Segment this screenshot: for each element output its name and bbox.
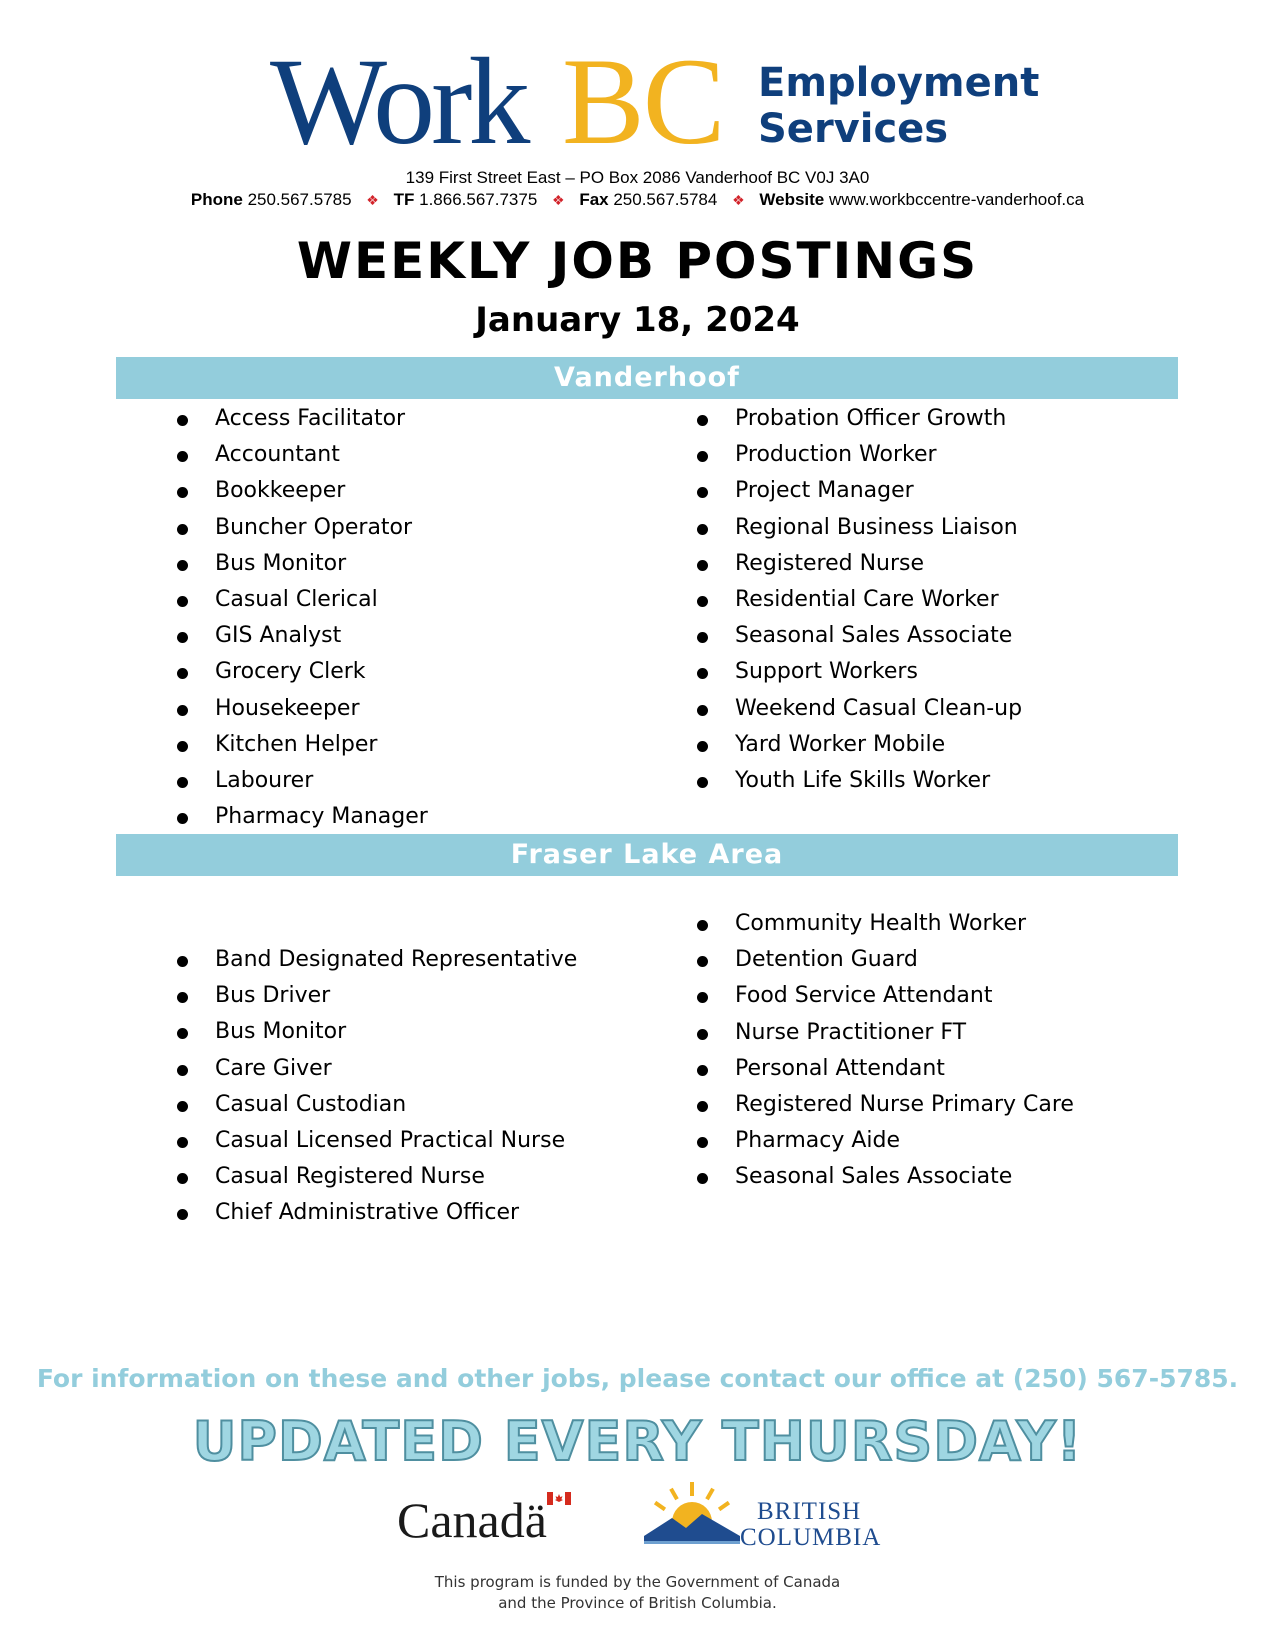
job-list-item: Support Workers — [697, 654, 1022, 690]
vanderhoof-list-left — [177, 401, 428, 835]
contact-line — [0, 190, 1275, 210]
workbc-logo — [270, 33, 1040, 170]
website-label: Website — [759, 190, 825, 209]
job-list-item: Community Health Worker — [697, 906, 1074, 942]
logo-bc-text: BC — [562, 33, 724, 170]
separator-icon: ❖ — [552, 192, 565, 208]
website-url[interactable]: www.workbccentre-vanderhoof.ca — [828, 190, 1085, 209]
job-list-item: Accountant — [177, 437, 428, 473]
job-list-item: Band Designated Representative — [177, 942, 577, 978]
logo-employment-text: Employment — [758, 60, 1040, 106]
job-list-item: Casual Registered Nurse — [177, 1159, 577, 1195]
british-columbia-logo — [642, 1478, 882, 1558]
logo-work-text: Work — [270, 33, 527, 170]
job-list-item: Casual Licensed Practical Nurse — [177, 1123, 577, 1159]
section-heading-vanderhoof: Vanderhoof — [116, 357, 1178, 399]
job-list-item: Registered Nurse — [697, 546, 1022, 582]
job-list-item: Youth Life Skills Worker — [697, 763, 1022, 799]
job-list-item: Buncher Operator — [177, 510, 428, 546]
job-list-item: Food Service Attendant — [697, 978, 1074, 1014]
contact-info-line: For information on these and other jobs, please contact our office at (250) 567-5785. — [36, 1364, 1239, 1393]
job-list-item: Pharmacy Aide — [697, 1123, 1074, 1159]
job-list-item: Project Manager — [697, 473, 1022, 509]
job-list-item: Yard Worker Mobile — [697, 727, 1022, 763]
section-heading-fraser-lake: Fraser Lake Area — [116, 834, 1178, 876]
job-list-item: Probation Officer Growth — [697, 401, 1022, 437]
logo-services-text: Services — [758, 106, 949, 152]
posting-date: January 18, 2024 — [475, 300, 800, 340]
job-list-item: Casual Custodian — [177, 1087, 577, 1123]
fraser-lake-list-left — [177, 942, 577, 1232]
job-list-item: Seasonal Sales Associate — [697, 1159, 1074, 1195]
job-list-item: Personal Attendant — [697, 1051, 1074, 1087]
page-title: WEEKLY JOB POSTINGS — [296, 232, 979, 290]
job-list-item: Casual Clerical — [177, 582, 428, 618]
separator-icon: ❖ — [366, 192, 379, 208]
job-list-item: Production Worker — [697, 437, 1022, 473]
job-list-item: Nurse Practitioner FT — [697, 1015, 1074, 1051]
job-list-item: Bus Driver — [177, 978, 577, 1014]
phone-label: Phone — [190, 190, 243, 209]
fraser-lake-list-right — [697, 906, 1074, 1196]
fax-label: Fax — [579, 190, 609, 209]
canada-flag-icon — [547, 1492, 571, 1505]
job-list-item: Weekend Casual Clean-up — [697, 691, 1022, 727]
separator-icon: ❖ — [732, 192, 745, 208]
funding-statement — [0, 1572, 1275, 1614]
job-list-item: Access Facilitator — [177, 401, 428, 437]
job-list-item: GIS Analyst — [177, 618, 428, 654]
job-list-item: Chief Administrative Officer — [177, 1195, 577, 1231]
job-list-item: Bookkeeper — [177, 473, 428, 509]
job-list-item: Labourer — [177, 763, 428, 799]
tf-number: 1.866.567.7375 — [419, 190, 538, 209]
tf-label: TF — [393, 190, 415, 209]
bc-logo-line1: BRITISH — [757, 1498, 862, 1525]
bc-logo-line2: COLUMBIA — [740, 1524, 882, 1551]
job-list-item: Bus Monitor — [177, 546, 428, 582]
job-list-item: Bus Monitor — [177, 1014, 577, 1050]
fax-number: 250.567.5784 — [613, 190, 718, 209]
job-list-item: Grocery Clerk — [177, 654, 428, 690]
job-list-item: Regional Business Liaison — [697, 510, 1022, 546]
bc-sun-mountain-icon — [642, 1478, 742, 1548]
job-list-item: Pharmacy Manager — [177, 799, 428, 835]
job-list-item: Residential Care Worker — [697, 582, 1022, 618]
funding-line-1: This program is funded by the Government of Canada — [434, 1573, 841, 1591]
job-list-item: Kitchen Helper — [177, 727, 428, 763]
vanderhoof-list-right — [697, 401, 1022, 799]
phone-number: 250.567.5785 — [247, 190, 352, 209]
updated-banner: UPDATED EVERY THURSDAY! — [192, 1410, 1083, 1473]
job-list-item: Care Giver — [177, 1051, 577, 1087]
canada-wordmark-text: Canadä — [397, 1492, 547, 1548]
canada-wordmark — [397, 1490, 577, 1550]
job-list-item: Housekeeper — [177, 691, 428, 727]
job-list-item: Detention Guard — [697, 942, 1074, 978]
job-list-item: Registered Nurse Primary Care — [697, 1087, 1074, 1123]
funding-line-2: and the Province of British Columbia. — [498, 1594, 777, 1612]
job-list-item: Seasonal Sales Associate — [697, 618, 1022, 654]
office-address: 139 First Street East – PO Box 2086 Vanderhoof BC V0J 3A0 — [405, 168, 870, 187]
